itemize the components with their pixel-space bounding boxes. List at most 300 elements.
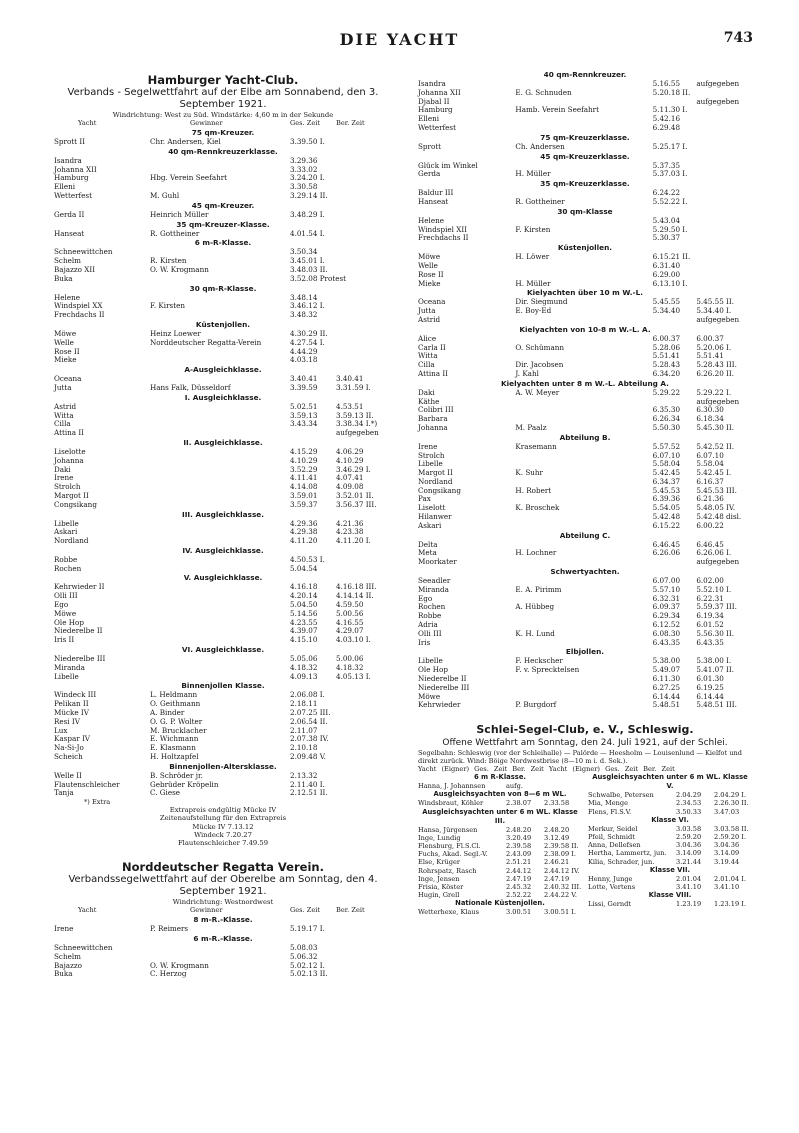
yacht-name: Olli III	[54, 591, 78, 601]
corrected-time: 3.41.10	[714, 882, 740, 891]
corrected-time: 6.22.31	[696, 593, 724, 603]
corrected-time	[696, 106, 752, 115]
total-time: 6.07.10	[652, 450, 681, 460]
winner-name: O. Schümann	[515, 342, 565, 352]
result-row	[54, 781, 392, 790]
total-time: 2.06.54 II.	[290, 716, 328, 726]
yacht-name: Askari	[54, 527, 78, 537]
winner-name: P. Burgdorf	[515, 700, 557, 710]
corrected-time	[696, 280, 752, 289]
corrected-time: 2.46.21	[544, 858, 570, 867]
winner-name: E. Wichmann	[150, 734, 199, 744]
winner-name	[150, 556, 290, 565]
corrected-time	[336, 735, 392, 744]
winner-name: O. Geithmann	[150, 699, 201, 709]
yacht-name: Liselotte	[54, 446, 86, 456]
corrected-time: 2.26.30 II.	[714, 799, 749, 808]
corrected-time: 3.14.09	[714, 849, 740, 858]
corrected-time	[696, 189, 752, 198]
ssc-title: Schlei-Segel-Club, e. V., Schleswig.	[476, 723, 694, 737]
total-time: 2.44.12	[506, 866, 532, 875]
total-time: 4.50.53 I.	[290, 554, 325, 564]
yacht-name: Libelle	[54, 671, 79, 681]
winner-name	[150, 520, 290, 529]
class-heading: 75 qm-Kreuzerklasse.	[540, 132, 630, 142]
winner-name: Krasemann	[515, 441, 557, 451]
yacht-owner: Frisia, Köster	[418, 882, 464, 891]
result-row	[54, 311, 392, 320]
total-time: 2.39.58	[506, 841, 532, 850]
winner-name	[150, 673, 290, 682]
result-row	[588, 849, 752, 857]
yacht-name: Witta	[54, 410, 74, 420]
class-heading: 6 m-R-Klasse.	[194, 238, 252, 248]
corrected-time: 4.06.29	[336, 446, 364, 456]
total-time: 6.39.36	[652, 494, 681, 504]
total-time: 5.25.17 I.	[652, 141, 688, 151]
total-time: 3.00.51	[506, 908, 532, 917]
total-time: 4.11.20	[290, 536, 318, 546]
total-time: 4.29.38	[290, 527, 318, 537]
yacht-name: Jutta	[54, 382, 72, 392]
yacht-name: Congsikang	[418, 485, 461, 495]
total-time: 6.26.06	[652, 548, 681, 558]
result-row	[588, 825, 752, 833]
corrected-time: 6.18.34	[696, 414, 724, 424]
yacht-name: Buka	[54, 969, 73, 979]
corrected-time	[336, 230, 392, 239]
corrected-time: aufgegeben	[696, 96, 740, 106]
result-row	[54, 157, 392, 166]
yacht-name: Flautenschleicher	[54, 779, 120, 789]
result-row	[588, 841, 752, 849]
corrected-time	[336, 772, 392, 781]
total-time: 3.33.02	[290, 164, 318, 174]
corrected-time: 2.48.20	[544, 825, 570, 834]
total-time: 2.47.19	[506, 874, 532, 883]
corrected-time	[336, 275, 392, 284]
total-time: 2.51.21	[506, 858, 532, 867]
yacht-name: Ego	[54, 600, 69, 610]
class-heading: 6 m R-Klasse.	[473, 773, 527, 782]
yacht-name: Niederelbe III	[418, 682, 470, 692]
corrected-time	[336, 925, 392, 934]
yacht-name: Gerda II	[54, 209, 85, 219]
total-time: 6.14.44	[652, 691, 681, 701]
corrected-time: 5.00.56	[336, 608, 364, 618]
class-heading: 45 qm-Kreuzerklasse.	[540, 151, 630, 161]
total-time: 5.52.22 I.	[652, 196, 688, 206]
winner-name	[515, 124, 652, 133]
total-time: 4.09.13	[290, 671, 318, 681]
corrected-time: 2.38.09 I.	[544, 850, 576, 859]
result-row	[418, 850, 582, 858]
total-time: 6.34.37	[652, 476, 681, 486]
yacht-name: Resi IV	[54, 716, 80, 726]
yacht-name: Attina II	[54, 428, 85, 438]
class-heading: Kielyachten über 10 m W.-L.	[527, 288, 643, 298]
yacht-name: Rochen	[54, 563, 82, 573]
result-row	[54, 339, 392, 348]
corrected-time: 5.45.30 II.	[696, 422, 735, 432]
winner-name	[515, 398, 652, 407]
col-ges-zeit: Ges. Zeit	[290, 906, 320, 915]
total-time: 5.48.51	[652, 700, 681, 710]
class-heading: Ausgleichsyachten unter 6 m WL. Klasse III.	[422, 807, 578, 825]
corrected-time: 5.41.07 II.	[696, 665, 735, 675]
winner-name	[150, 275, 290, 284]
total-time: 2.52.22	[506, 891, 532, 900]
total-time: 4.20.14	[290, 591, 318, 601]
corrected-time: 2.44.12 IV.	[544, 866, 580, 875]
total-time: 5.38.00	[652, 656, 681, 666]
yacht-name: Käthe	[418, 396, 440, 406]
total-time: 5.43.04	[652, 215, 681, 225]
yacht-name: Robbe	[54, 554, 78, 564]
result-row	[54, 962, 392, 971]
corrected-time: 4.05.13 I.	[336, 671, 371, 681]
extrapreis-block	[54, 806, 392, 847]
result-row	[418, 262, 752, 271]
corrected-time	[336, 556, 392, 565]
yacht-name: Niederelbe II	[418, 674, 467, 684]
yacht-name: Cilla	[54, 419, 71, 429]
winner-name	[150, 420, 290, 429]
corrected-time	[336, 294, 392, 303]
total-time: 6.46.45	[652, 539, 681, 549]
corrected-time: aufgegeben	[336, 428, 379, 438]
corrected-time	[336, 166, 392, 175]
winner-name	[150, 655, 290, 664]
total-time: 5.51.41	[652, 351, 681, 361]
class-heading: 30 qm-Klasse	[557, 206, 613, 216]
corrected-time: 5.51.41	[696, 351, 724, 361]
nrv-subtitle: Verbandssegelwettfahrt auf der Oberelbe am Sonntag, den 4. September 1921.	[68, 874, 378, 898]
corrected-time	[336, 744, 392, 753]
winner-name	[150, 565, 290, 574]
corrected-time: 6.00.22	[696, 520, 724, 530]
total-time: 5.57.52	[652, 441, 681, 451]
total-time: 5.30.37	[652, 233, 681, 243]
corrected-time	[696, 162, 752, 171]
total-time: 2.43.09	[506, 850, 532, 859]
yacht-name: Irene	[54, 924, 74, 934]
corrected-time	[336, 348, 392, 357]
total-time: 5.08.03	[290, 943, 318, 953]
corrected-time: 4.09.08	[336, 482, 364, 492]
yacht-name: Sprott II	[54, 137, 86, 146]
winner-name: P. Reimers	[150, 924, 189, 934]
total-time: 3.48.29 I.	[290, 209, 325, 219]
total-time: 5.06.32	[290, 951, 318, 961]
total-time: 5.42.16	[652, 114, 681, 124]
total-time: 3.46.12 I.	[290, 301, 325, 311]
yacht-owner: Hertha, Lammertz, jun.	[588, 849, 667, 858]
corrected-time: aufgegeben	[696, 557, 740, 567]
total-time: 3.52.08 Protest	[290, 273, 347, 283]
result-row	[54, 230, 392, 239]
winner-name: C. Giese	[150, 788, 181, 798]
corrected-time: 6.14.44	[696, 691, 724, 701]
yacht-name: Windeck III	[54, 690, 97, 700]
winner-name	[150, 492, 290, 501]
winner-name: R. Gottheiner	[515, 196, 565, 206]
yacht-owner: Schwalbe, Petersen	[588, 791, 654, 800]
corrected-time: 3.38.34 I.*)	[336, 419, 378, 429]
yacht-name: Askari	[418, 520, 442, 530]
total-time: 4.44.29	[290, 346, 318, 356]
corrected-time	[696, 124, 752, 133]
corrected-time: 5.42.45 I.	[696, 468, 732, 478]
winner-name: M. Brucklacher	[150, 725, 207, 735]
winner-name: E. A. Pirimm	[515, 584, 562, 594]
class-heading: Abteilung C.	[559, 530, 611, 540]
result-row	[588, 883, 752, 891]
total-time: 3.24.20 I.	[290, 173, 325, 183]
total-time: 5.28.06	[652, 342, 681, 352]
winner-name: H. Löwer	[515, 252, 550, 262]
total-time: 2.13.32	[290, 770, 318, 780]
total-time: 6.12.52	[652, 620, 681, 630]
total-time: 3.59.01	[290, 490, 318, 500]
total-time: 5.11.30 I.	[652, 105, 688, 115]
yacht-name: Johanna XII	[54, 164, 97, 174]
winner-name: H. Robert	[515, 485, 552, 495]
yacht-name: Bajazzo XII	[54, 264, 96, 274]
yacht-name: Meta	[418, 548, 437, 558]
corrected-time	[336, 944, 392, 953]
yacht-name: Rose II	[54, 346, 80, 356]
total-time: 6.43.35	[652, 637, 681, 647]
winner-name: H. Müller	[515, 169, 551, 179]
yacht-name: Mieke	[418, 278, 441, 288]
result-row	[54, 257, 392, 266]
yacht-owner: Inge, Lundig	[418, 833, 461, 842]
corrected-time: 5.48.51 III.	[696, 700, 737, 710]
yacht-name: Libelle	[54, 518, 79, 528]
ssc-subtitle: Offene Wettfahrt am Sonntag, den 24. Juli 1921, auf der Schlei.	[442, 738, 728, 749]
total-time: 3.48.14	[290, 292, 318, 302]
corrected-time	[696, 262, 752, 271]
class-heading: Klasse VII.	[649, 865, 691, 874]
yacht-owner: Pfeil, Schmidt	[588, 832, 635, 841]
corrected-time: 3.31.59 I.	[336, 382, 371, 392]
result-row	[588, 799, 752, 807]
winner-name: Gebrüder Kröpelin	[150, 779, 219, 789]
winner-name: H. Lochner	[515, 548, 557, 558]
yacht-name: Oceana	[54, 374, 82, 384]
yacht-name: Kehrwieder	[418, 700, 461, 710]
class-heading: Ausgleichsyachten von 8—6 m WL.	[433, 790, 567, 799]
result-row	[418, 834, 582, 842]
yacht-name: Tanja	[54, 788, 74, 798]
winner-name	[515, 675, 652, 684]
yacht-name: Sprott	[418, 141, 442, 151]
yacht-name: Nordland	[418, 476, 453, 486]
corrected-time: 6.21.36	[696, 494, 724, 504]
yacht-name: Welle II	[54, 770, 82, 780]
yacht-name: Mieke	[54, 355, 77, 365]
corrected-time: 3.03.58 II.	[714, 824, 749, 833]
yacht-owner: Flensburg, Fl.S.Cl.	[418, 841, 481, 850]
corrected-time: 5.48.05 IV.	[696, 503, 736, 513]
corrected-time	[336, 330, 392, 339]
result-row	[54, 735, 392, 744]
total-time	[290, 429, 336, 438]
result-row	[54, 294, 392, 303]
winner-name: F. Heckscher	[515, 656, 563, 666]
winner-name	[150, 412, 290, 421]
corrected-time: 2.33.58	[544, 799, 570, 808]
winner-name	[150, 528, 290, 537]
corrected-time: 4.14.14 II.	[336, 591, 374, 601]
yacht-name: Pelikan II	[54, 699, 89, 709]
result-row	[588, 875, 752, 883]
corrected-time: 4.53.51	[336, 401, 364, 411]
winner-name	[515, 262, 652, 271]
yacht-owner: Kilia, Schrader, jun.	[588, 857, 655, 866]
total-time: 2.59.20	[676, 832, 702, 841]
class-heading: Klasse VI.	[651, 815, 689, 824]
winner-name	[150, 944, 290, 953]
yacht-name: Frechdachs II	[418, 233, 469, 243]
result-row	[54, 944, 392, 953]
yacht-name: Lux	[54, 725, 68, 735]
class-heading: I. Ausgleichklasse.	[184, 392, 262, 402]
corrected-time: 3.52.01 II.	[336, 490, 374, 500]
corrected-time: 3.46.29 I.	[336, 464, 371, 474]
total-time: 3.48.32	[290, 310, 318, 320]
winner-name	[150, 348, 290, 357]
yacht-name: Elleni	[418, 114, 440, 124]
winner-name: R. Kirsten	[150, 256, 187, 266]
yacht-name: Irene	[54, 473, 74, 483]
result-row	[54, 691, 392, 700]
corrected-time: 5.45.53 III.	[696, 485, 737, 495]
yacht-owner: Rohrspatz, Rasch	[418, 866, 477, 875]
corrected-time: 6.01.52	[696, 620, 724, 630]
corrected-time	[336, 789, 392, 798]
ssc-column-header: Yacht (Eigner) Ges. Zeit Ber. Zeit Yacht (Eigner) Ges. Zeit Ber. Zeit	[418, 765, 675, 774]
total-time: 6.29.00	[652, 269, 681, 279]
total-time: 5.45.53	[652, 485, 681, 495]
result-row	[418, 280, 752, 289]
result-row	[54, 925, 392, 934]
winner-name	[150, 483, 290, 492]
right-column	[418, 70, 752, 916]
result-row	[588, 791, 752, 799]
total-time: 5.54.05	[652, 503, 681, 513]
corrected-time: 4.16.55	[336, 617, 364, 627]
result-row	[588, 900, 752, 908]
total-time: 5.04.54	[290, 563, 318, 573]
hyc-subtitle: Verbands - Segelwettfahrt auf der Elbe am Sonnabend, den 3. September 1921.	[67, 87, 379, 110]
yacht-name: Adria	[418, 620, 438, 630]
total-time: 5.14.56	[290, 608, 318, 618]
hyc-title: Hamburger Yacht-Club.	[147, 73, 299, 87]
winner-name: Dir. Jacobsen	[515, 360, 564, 370]
result-row	[418, 799, 582, 807]
ssc-results-right	[588, 773, 752, 916]
corrected-time: 2.39.58 II.	[544, 841, 579, 850]
extrapreis-line: Flautenschleicher 7.49.59	[177, 839, 269, 848]
winner-name: O. G. P. Wolter	[150, 716, 203, 726]
total-time: 5.19.17 I.	[290, 924, 325, 934]
corrected-time: 6.46.45	[696, 539, 724, 549]
class-heading: VI. Ausgleichklasse.	[181, 645, 265, 655]
winner-name	[515, 452, 652, 461]
winner-name: Ch. Andersen	[515, 141, 565, 151]
total-time: 4.30.29 II.	[290, 328, 328, 338]
total-time: 6.26.34	[652, 414, 681, 424]
yacht-owner: Else, Krüger	[418, 858, 460, 867]
nrv-title: Norddeutscher Regatta Verein.	[122, 860, 324, 875]
result-row	[418, 424, 752, 433]
winner-name: Hans Falk, Düsseldorf	[150, 382, 231, 392]
winner-name	[150, 627, 290, 636]
result-row	[54, 348, 392, 357]
class-heading: Küstenjollen.	[195, 319, 251, 329]
result-row	[418, 867, 582, 875]
corrected-time	[336, 691, 392, 700]
winner-name: A. Hübbeg	[515, 602, 555, 612]
result-row	[418, 826, 582, 834]
corrected-time: 4.03.10 I.	[336, 635, 371, 645]
yacht-owner: Wetterhexe, Klaus	[418, 908, 480, 917]
yacht-name: Kehrwieder II	[54, 582, 105, 592]
winner-name: L. Heldmann	[150, 690, 198, 700]
winner-name	[150, 636, 290, 645]
result-row	[418, 198, 752, 207]
yacht-owner: Flens, Fl.S.V.	[588, 807, 632, 816]
yacht-owner: Fuchs, Akad. Segl.-V.	[418, 850, 488, 859]
total-time: 5.02.13 II.	[290, 969, 328, 979]
total-time: 5.02.51	[290, 401, 318, 411]
total-time	[653, 316, 697, 325]
yacht-name: Bajazzo	[54, 960, 82, 970]
yacht-name: Iris II	[54, 635, 75, 645]
winner-name: O. W. Krogmann	[150, 960, 209, 970]
total-time: 2.18.11	[290, 699, 318, 709]
corrected-time	[696, 234, 752, 243]
ssc-course-info: Segelbahn: Schleswig (vor der Schleihalle) — Palörde — Heesholm — Louisenlund — Kielfot und direkt zurück. Wind: Böige Nordwestbrise (8—10 m i. d. Sek.).	[418, 749, 742, 766]
total-time: 2.01.04	[676, 874, 702, 883]
corrected-time	[336, 781, 392, 790]
total-time: 6.34.20	[652, 368, 681, 378]
corrected-time: 6.01.30	[696, 674, 724, 684]
total-time: 2.04.29	[676, 791, 702, 800]
yacht-name: Schneewittchen	[54, 943, 113, 953]
result-row	[418, 858, 582, 866]
corrected-time	[336, 174, 392, 183]
total-time: 5.42.48	[652, 512, 681, 522]
winner-name	[150, 610, 290, 619]
corrected-time	[336, 953, 392, 962]
corrected-time: 5.56.30 II.	[696, 628, 735, 638]
corrected-time: 4.11.20 I.	[336, 536, 371, 546]
yacht-name: Delta	[418, 539, 438, 549]
total-time: 6.31.40	[652, 260, 681, 270]
yacht-name: Libelle	[418, 656, 443, 666]
winner-name	[515, 115, 652, 124]
result-row	[418, 370, 752, 379]
class-heading: 75 qm-Kreuzer.	[191, 128, 255, 137]
total-time: 2.10.18	[290, 743, 318, 753]
result-row	[418, 124, 752, 133]
total-time: 6.11.30	[652, 674, 681, 684]
winner-name: K. H. Lund	[515, 628, 555, 638]
yacht-name: Miranda	[418, 584, 449, 594]
